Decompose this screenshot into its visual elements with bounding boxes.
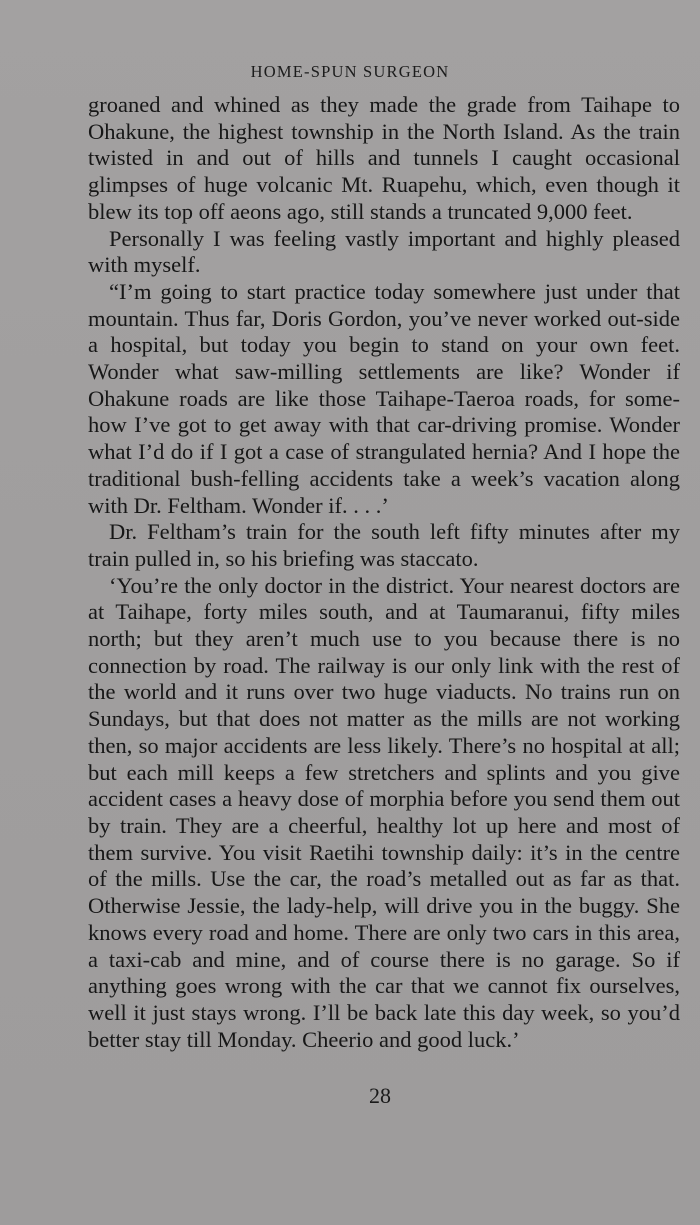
running-head: HOME-SPUN SURGEON [250, 62, 450, 81]
paragraph-5: ‘You’re the only doctor in the district. Your nearest doctors are at Taihape, forty miles south, and at Taumaranui, fifty miles north; but they aren’t much use to you because there is no connection by road. The railway is our only link with the rest of the world and it runs over two huge viaducts. No trains run on Sundays, but that does not matter as the mills are not working then, so major accidents are less likely. There’s no hospital at all; but each mill keeps a few stretchers and splints and you give accident cases a heavy dose of morphia before you send them out by train. They are a cheerful, healthy lot up here and most of them survive. You visit Raetihi township daily: it’s in the centre of the mills. Use the car, the road’s metalled out as far as that. Otherwise Jessie, the lady-help, will drive you in the buggy. She knows every road and home. There are only two cars in this area, a taxi-cab and mine, and of course there is no garage. So if anything goes wrong with the car that we cannot fix ourselves, well it just stays wrong. I’ll be back late this day week, so you’d better stay till Monday. Cheerio and good luck.’ [88, 572, 680, 1052]
body-text [88, 92, 680, 1053]
paragraph-3: “I’m going to start practice today somewhere just under that mountain. Thus far, Doris Gordon, you’ve never worked out-side a hospital, but today you begin to stand on your own feet. Wonder what saw-milling settlements are like? Wonder if Ohakune roads are like those Taihape-Taeroa roads, for some-how I’ve got to get away with that car-driving promise. Wonder what I’d do if I got a case of strangulated hernia? And I hope the traditional bush-felling accidents take a week’s vacation along with Dr. Feltham. Wonder if. . . .’ [88, 278, 680, 518]
paragraph-1: groaned and whined as they made the grade from Taihape to Ohakune, the highest township in the North Island. As the train twisted in and out of hills and tunnels I caught occasional glimpses of huge volcanic Mt. Ruapehu, which, even though it blew its top off aeons ago, still stands a truncated 9,000 feet. [88, 92, 680, 224]
page-number: 28 [369, 1083, 391, 1108]
paragraph-2: Personally I was feeling vastly important and highly pleased with myself. [88, 225, 680, 278]
paragraph-4: Dr. Feltham’s train for the south left fifty minutes after my train pulled in, so his briefing was staccato. [88, 519, 680, 571]
